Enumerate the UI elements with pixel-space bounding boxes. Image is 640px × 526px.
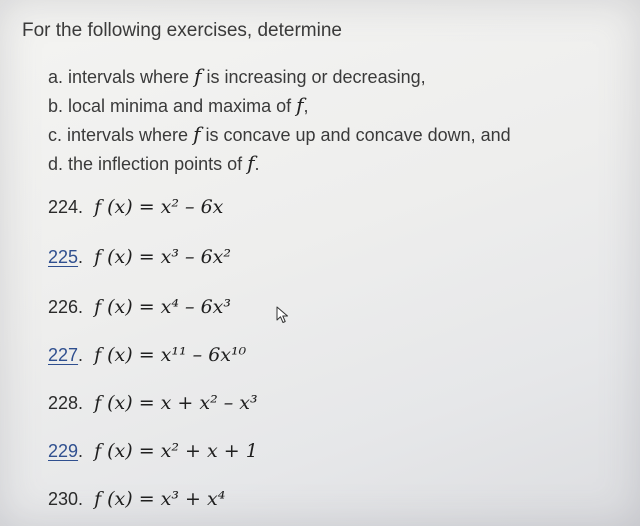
exercise-230: 230. f (x) = x³ + x⁴ (48, 488, 226, 510)
mouse-pointer-icon (276, 306, 290, 324)
criterion-d: d. the inflection points of f. (48, 151, 260, 175)
exercise-formula: f (x) = x² – 6x (94, 196, 224, 218)
criteria-list (48, 62, 511, 178)
exercise-229: 229. f (x) = x² + x + 1 (48, 440, 258, 462)
exercise-number-link[interactable]: 225 (48, 247, 79, 267)
exercise-formula: f (x) = x³ + x⁴ (94, 488, 226, 510)
exercise-number: 224 (48, 197, 79, 217)
exercise-number: 226 (48, 297, 79, 317)
exercise-226: 226. f (x) = x⁴ – 6x³ (48, 296, 232, 318)
exercise-number-link[interactable]: 227 (48, 345, 79, 365)
intro-text: For the following exercises, determine (22, 20, 342, 41)
exercise-224: 224. f (x) = x² – 6x (48, 196, 224, 218)
criterion-c: c. intervals where f is concave up and concave down, and (48, 122, 511, 146)
exercise-227: 227. f (x) = x¹¹ – 6x¹⁰ (48, 344, 247, 366)
exercise-formula: f (x) = x³ – 6x² (94, 246, 232, 268)
exercise-number-link[interactable]: 229 (48, 441, 79, 461)
exercise-formula: f (x) = x⁴ – 6x³ (94, 296, 232, 318)
criterion-a: a. intervals where f is increasing or decreasing, (48, 64, 426, 88)
exercise-number: 230 (48, 489, 79, 509)
exercise-number: 228 (48, 393, 79, 413)
exercise-formula: f (x) = x² + x + 1 (94, 440, 258, 462)
exercise-225: 225. f (x) = x³ – 6x² (48, 246, 232, 268)
exercise-228: 228. f (x) = x + x² – x³ (48, 392, 258, 414)
exercise-formula: f (x) = x¹¹ – 6x¹⁰ (94, 344, 247, 366)
exercise-formula: f (x) = x + x² – x³ (94, 392, 258, 414)
criterion-b: b. local minima and maxima of f, (48, 93, 309, 117)
